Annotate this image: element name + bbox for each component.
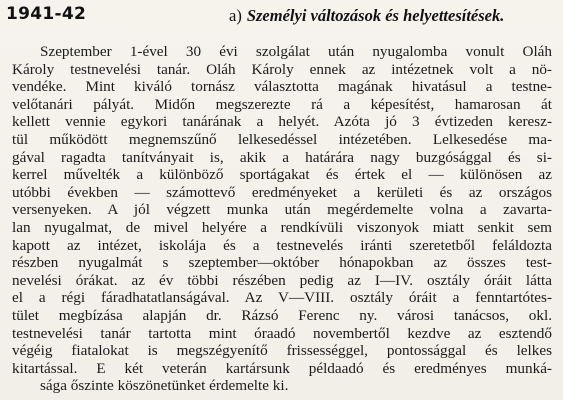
paragraph-line: testnevelési tanár tartotta mint óraadó novembertől kezdve az esztendő — [12, 324, 552, 342]
paragraph-line: kapott az intézet, iskolája és a testnevelés iránti szeretetből feláldozta — [12, 236, 552, 254]
paragraph-line: tület megbízása alapján dr. Rázsó Ferenc ny. városi tanácsos, okl. — [12, 306, 552, 324]
paragraph-line: végéig fiatalokat is megszégyenítő frissességgel, pontossággal és lelkes — [12, 342, 552, 360]
paragraph-line: Szeptember 1-ével 30 évi szolgálat után nyugalomba vonult Oláh — [40, 43, 552, 60]
paragraph-line: részben nyugalmát s szeptember—október hónapokban az összes test- — [12, 254, 552, 272]
paragraph-line: vendéke. Mint kiváló tornász választotta magának hivatásul a testne- — [12, 78, 552, 96]
paragraph-line: kerrel művelték a különböző sportágakat és értek el — különösen az — [12, 166, 552, 184]
paragraph-line: gával ragadta tanítványait is, akik a határára nagy buzgósággal és si- — [12, 148, 552, 166]
paragraph-line: lan nyugalmat, de mivel helyére a rendkívüli viszonyok miatt senkit sem — [12, 218, 552, 236]
paragraph-line: el a régi fáradhatatlanságával. Az V—VIII. osztály óráit a fenntartótes- — [12, 289, 552, 307]
section-title: Személyi változások és helyettesítések. — [246, 6, 505, 25]
paragraph-line: velőtanári pályát. Midőn megszerezte rá a képesítést, hamarosan át — [12, 95, 552, 113]
section-marker: a) — [229, 6, 242, 25]
paragraph-line: sága őszinte köszönetünket érdemelte ki. — [40, 377, 289, 395]
paragraph-line: utóbbi években — számottevő eredményeket a kerületi és az országos — [12, 183, 552, 201]
paragraph-line: tül működött megnemszűnő lelkesedéssel intézetében. Lelkesedése ma- — [12, 130, 552, 148]
paragraph-line: Károly testnevelési tanár. Oláh Károly ennek az intézetnek volt a nö- — [12, 60, 552, 78]
section-heading — [229, 6, 504, 26]
paragraph-line: versenyeken. A jól végzett munka után megérdemelte volna a zavartа- — [12, 201, 552, 219]
paragraph-line: nevelési órákat. az év többi részében pedig az I—IV. osztály óráit látta — [12, 271, 552, 289]
paragraph-line: kitartással. E két veterán kartársunk példaadó és eredményes munká- — [12, 359, 552, 377]
school-year-heading: 1941-42 — [6, 4, 87, 24]
body-paragraph — [12, 43, 552, 395]
paragraph-line: kellett vennie egykori tanárának a helyét. Azóta jó 3 évtizeden keresz- — [12, 113, 552, 131]
